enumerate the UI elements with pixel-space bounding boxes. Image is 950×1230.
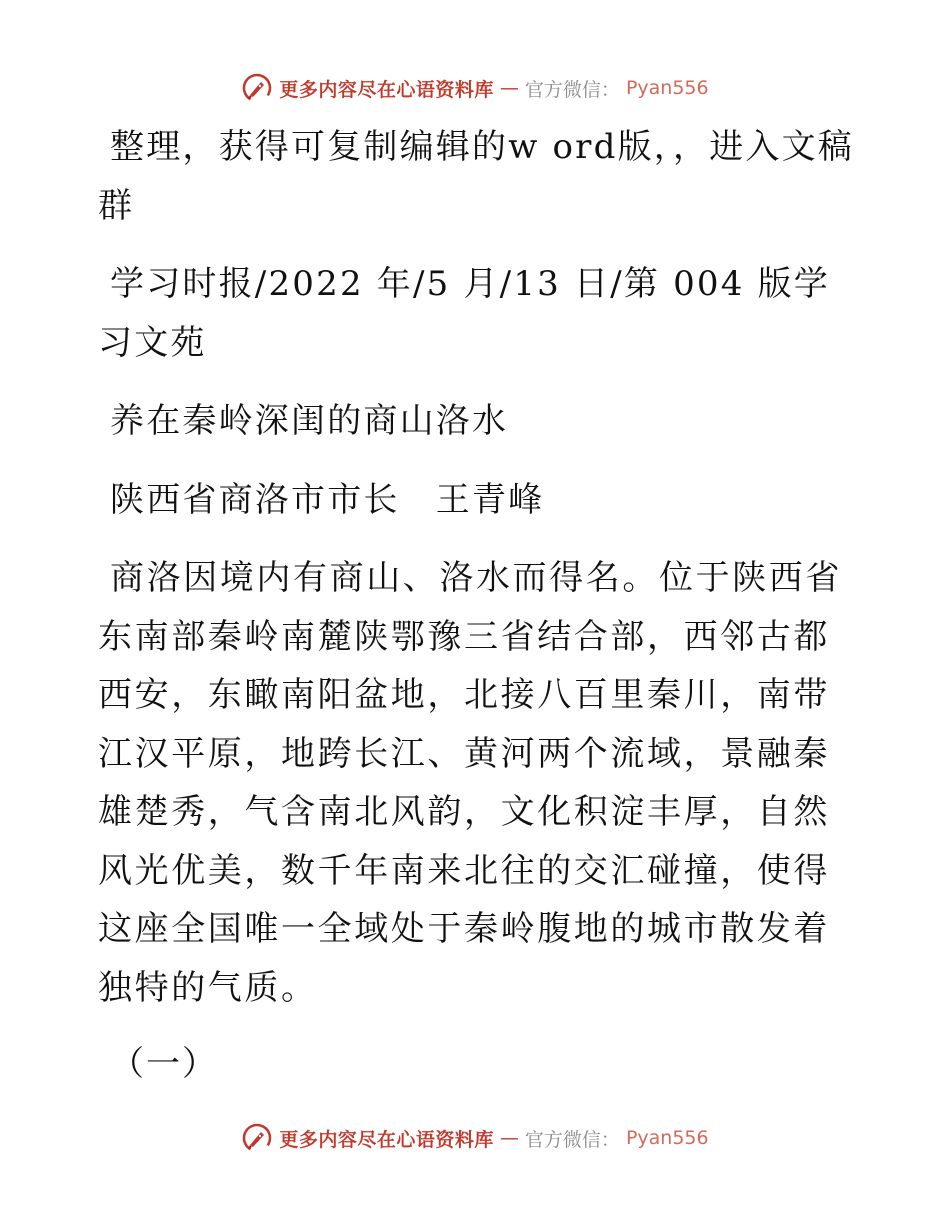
watermark-account: Pyan556	[625, 77, 709, 99]
watermark-main-text: 更多内容尽在心语资料库	[279, 1128, 494, 1151]
footer-watermark	[0, 1122, 950, 1154]
document-body	[98, 118, 858, 1094]
watermark-dash: —	[499, 1127, 519, 1149]
pen-nib-logo-icon	[241, 72, 273, 104]
intro-note: 整理，获得可复制编辑的w ord版，，进入文稿群	[98, 127, 854, 226]
watermark-dash: —	[499, 77, 519, 99]
watermark-main-text: 更多内容尽在心语资料库	[279, 78, 494, 101]
body-paragraph: 商洛因境内有商山、洛水而得名。位于陕西省东南部秦岭南麓陕鄂豫三省结合部，西邻古都西安，东瞰南阳盆地，北接八百里秦川，南带江汉平原，地跨长江、黄河两个流域，景融秦雄楚秀，气含南北风韵，文化积淀丰厚，自然风光优美，数千年南来北往的交汇碰撞，使得这座全国唯一全域处于秦岭腹地的城市散发着独特的气质。	[98, 558, 842, 1008]
watermark-label: 官方微信：	[524, 78, 620, 101]
source-line: 学习时报/2022 年/5 月/13 日/第 004 版学习文苑	[98, 264, 830, 363]
watermark-account: Pyan556	[625, 1127, 709, 1149]
section-number: （一）	[110, 1044, 218, 1084]
article-title: 养在秦岭深闺的商山洛水	[110, 401, 509, 441]
watermark-label: 官方微信：	[524, 1128, 620, 1151]
pen-nib-logo-icon	[241, 1122, 273, 1154]
header-watermark	[0, 72, 950, 104]
author-line: 陕西省商洛市市长 王青峰	[110, 479, 545, 520]
